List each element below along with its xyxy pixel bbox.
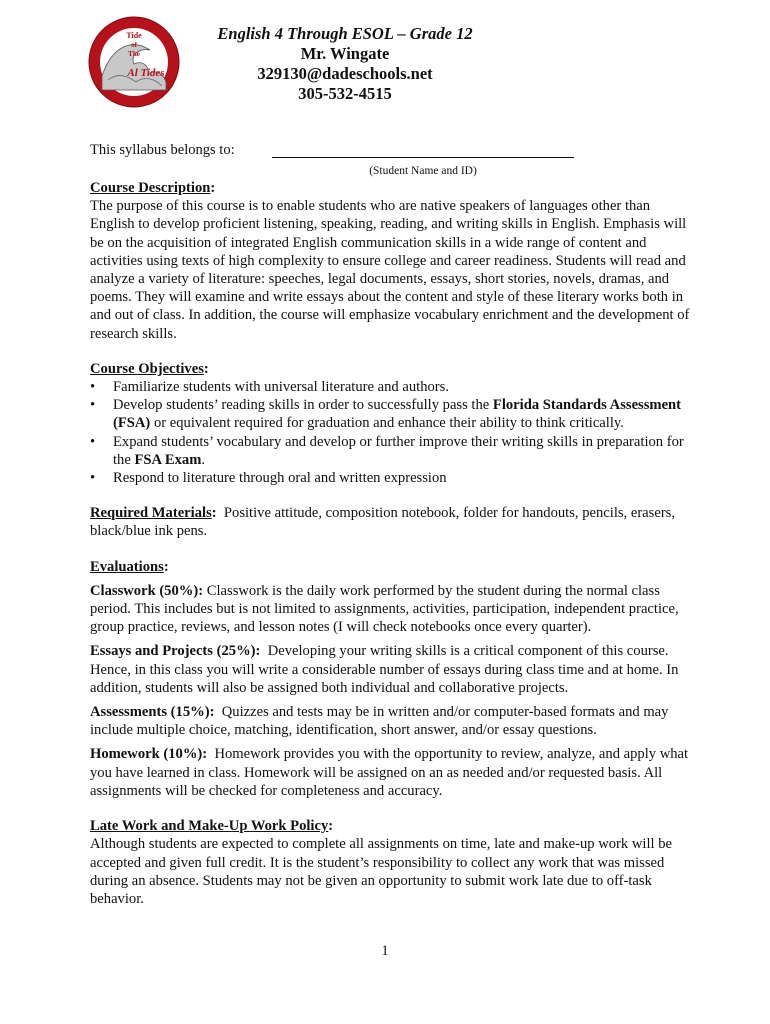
evaluation-label: Classwork (50%): [90, 582, 204, 599]
late-work-text: Although students are expected to complete all assignments on time, late and make-up work will be accepted and given full credit. It is the student’s responsibility to collect any work that was missed during an absence. Students may not be given an opportunity to submit work late due to off-task behavior. [90, 836, 672, 907]
list-item: • Familiarize students with universal literature and authors. [90, 379, 449, 396]
course-title: English 4 Through ESOL – Grade 12 [217, 24, 473, 43]
evaluations-heading: Evaluations [90, 558, 164, 575]
teacher-email: 329130@dadeschools.net [257, 64, 433, 83]
evaluation-item: Classwork (50%): Classwork is the daily work performed by the student during the normal class period. This includes but is not limited to assignments, activities, participation, independent practice, group practice, reviews, and lesson notes (I will check notebooks once every quarter). [90, 582, 679, 636]
evaluation-item: Essays and Projects (25%): Developing your writing skills is a critical component of this course. Hence, in this class you will write a considerable number of essays during class time and at home. In addition, students will also be assigned both individual and collaborative projects. [90, 643, 679, 696]
late-work-heading: Late Work and Make-Up Work Policy [90, 818, 329, 835]
bullet-icon: • [90, 433, 96, 450]
list-item: • Expand students’ vocabulary and develop or further improve their writing skills in preparation for the FSA Exam. [90, 433, 684, 468]
evaluation-label: Essays and Projects (25%): [90, 643, 261, 660]
syllabus-header [160, 24, 530, 104]
list-item: • Develop students’ reading skills in order to successfully pass the Florida Standards Assessment (FSA) or equivalent required for graduation and enhance their ability to think critically. [90, 397, 682, 432]
course-description-heading: Course Description [90, 180, 211, 196]
course-objectives-heading: Course Objectives [90, 360, 204, 377]
course-objectives-section: Course Objectives: • Familiarize students with universal literature and authors. • Develop students’ reading skills in order to successfully pass the Florida Standards Assessment (FSA) or equivalent required for graduation and enhance their ability to think critically. • Expand students’ vocabulary and develop or further improve their writing skills in preparation for the FSA Exam. • Respond to literature through oral and written expression [90, 360, 690, 487]
student-name-line [272, 157, 574, 158]
evaluation-item: Homework (10%): Homework provides you with the opportunity to review, analyze, and apply what you have learned in class. Homework will be assigned on an as needed and/or requested basis. All assignments will be checked for completeness and accuracy. [90, 746, 689, 799]
syllabus-body [90, 179, 690, 908]
teacher-name: Mr. Wingate [300, 44, 390, 63]
required-materials-heading: Required Materials [90, 505, 212, 522]
svg-text:of: of [131, 41, 137, 49]
evaluation-item: Assessments (15%): Quizzes and tests may be in written and/or computer-based formats and may include multiple choice, matching, identification, short answer, and/or essay questions. [90, 704, 669, 739]
course-description-section: Course Description: The purpose of this course is to enable students who are native speakers of languages other than English to develop proficient listening, speaking, reading, and writing skills in English. Emphasis will be on the acquisition of integrated English communication skills in a wide range of content and activities using texts of high complexity to ensure college and career readiness. Students will read and analyze a variety of literature: speeches, legal documents, essays, short stories, novels, dramas, and poems. They will examine and write essays about the content and style of these literary works both in and out of class. In addition, the course will emphasize vocabulary enrichment and the development of research skills. [90, 180, 690, 342]
evaluations-section: Evaluations: Classwork (50%): Classwork is the daily work performed by the student during the normal class period. This includes but is not limited to assignments, activities, participation, independent practice, group practice, reviews, and lesson notes (I will check notebooks once every quarter). Essays and Projects (25%): Developing your writing skills is a critical component of this course. Hence, in this class you will write a considerable number of essays during class time and at home. In addition, students will also be assigned both individual and collaborative projects. Assessments (15%): Quizzes and tests may be in written and/or computer-based formats and may include multiple choice, matching, identification, short answer, and/or essay questions. Homework (10%): Homework provides you with the opportunity to review, analyze, and apply what you have learned in class. Homework will be assigned on an as needed and/or requested basis. All assignments will be checked for completeness and accuracy. [90, 558, 689, 799]
course-description-text: The purpose of this course is to enable students who are native speakers of languages other than English to develop proficient listening, speaking, reading, and writing skills in English. Emphasis will be on the acquisition of integrated English communication skills in a wide range of content and activities using texts of high complexity to ensure college and career readiness. Students will read and analyze a variety of literature: speeches, legal documents, essays, short stories, novels, dramas, and poems. They will examine and write essays about the content and style of these literary works both in and out of class. In addition, the course will emphasize vocabulary enrichment and the development of research skills. [90, 198, 690, 342]
student-name-caption: (Student Name and ID) [369, 165, 477, 177]
list-item: • Respond to literature through oral and written expression [90, 470, 447, 487]
required-materials-section: Required Materials: Positive attitude, composition notebook, folder for handouts, pencils, erasers, black/blue ink pens. [90, 505, 676, 540]
required-materials-text: Positive attitude, composition notebook, folder for handouts, pencils, erasers, black/blue ink pens. [90, 505, 676, 540]
svg-text:Al Tides: Al Tides [127, 67, 165, 79]
page-number: 1 [381, 943, 389, 959]
belongs-label: This syllabus belongs to: [90, 142, 235, 158]
teacher-phone: 305-532-4515 [298, 84, 392, 103]
bullet-icon: • [90, 379, 96, 396]
svg-text:Tide: Tide [126, 31, 142, 40]
bullet-icon: • [90, 470, 96, 487]
evaluation-label: Homework (10%): [90, 746, 208, 763]
bullet-icon: • [90, 397, 96, 414]
svg-text:The: The [128, 50, 140, 58]
evaluation-label: Assessments (15%): [90, 704, 215, 721]
objectives-list [90, 378, 690, 487]
late-work-section: Late Work and Make-Up Work Policy: Although students are expected to complete all assignments on time, late and make-up work will be accepted and given full credit. It is the student’s responsibility to collect any work that was missed during an absence. Students may not be given an opportunity to submit work late due to off-task behavior. [90, 817, 690, 908]
